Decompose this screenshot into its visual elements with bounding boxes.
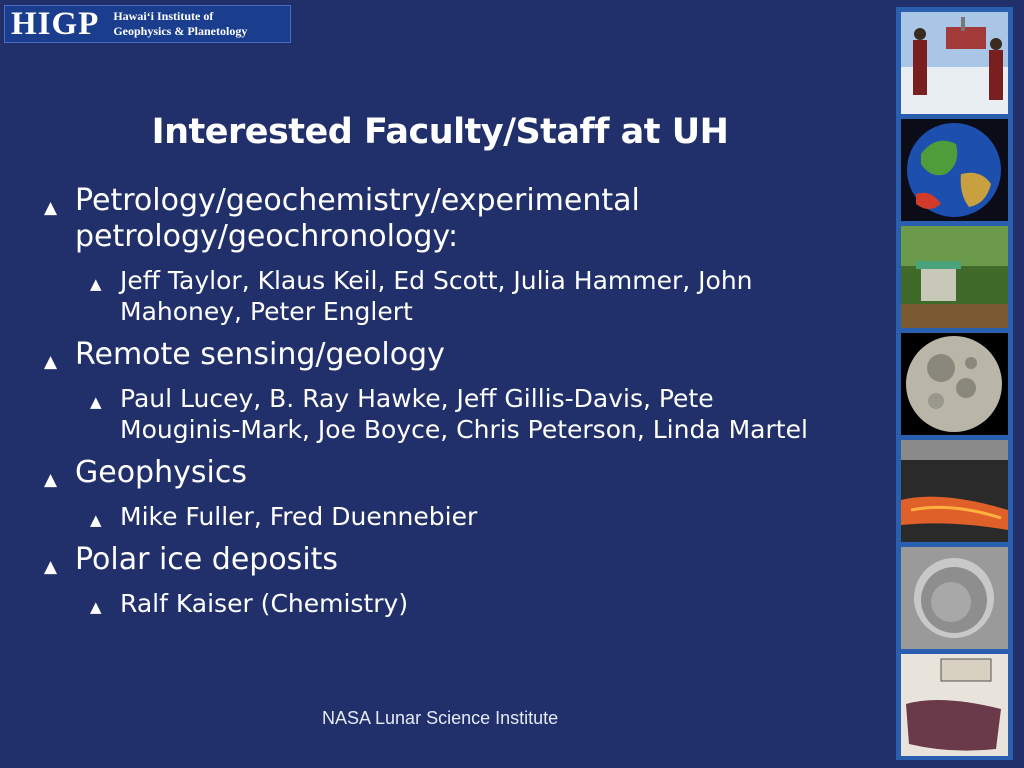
field-workers-photo — [901, 12, 1008, 114]
mountain-bullet-icon: ▲ — [44, 352, 58, 372]
mountain-bullet-icon: ▲ — [44, 198, 58, 218]
earth-globe-photo — [901, 119, 1008, 221]
footer-text: NASA Lunar Science Institute — [322, 708, 559, 728]
mountain-bullet-icon: ▲ — [90, 393, 102, 411]
logo-subtitle — [113, 9, 247, 39]
bullet-list — [0, 183, 890, 629]
slide-title: Interested Faculty/Staff at UH — [151, 112, 729, 152]
logo-line1: Hawaiʻi Institute of — [113, 9, 214, 23]
bullet-polar-ice — [0, 542, 890, 578]
bullet-heading: Polar ice deposits — [75, 542, 339, 577]
bullet-remote-sensing — [0, 337, 890, 373]
mountain-bullet-icon: ▲ — [44, 557, 58, 577]
bullet-geophysics — [0, 455, 890, 491]
bullet-heading: Petrology/geochemistry/experimental petrology/geochronology: — [75, 183, 640, 254]
mountain-bullet-icon: ▲ — [90, 598, 102, 616]
sub-bullet-text: Mike Fuller, Fred Duennebier — [120, 502, 478, 531]
mountain-bullet-icon: ▲ — [90, 511, 102, 529]
logo-mark: HIGP — [11, 6, 100, 42]
bullet-petrology — [0, 183, 890, 255]
image-strip — [896, 7, 1013, 760]
mountain-bullet-icon: ▲ — [90, 275, 102, 293]
sub-bullet-remote-sensing-names — [0, 383, 820, 445]
lava-flow-photo — [901, 440, 1008, 542]
forest-instrument-photo — [901, 226, 1008, 328]
sub-bullet-text: Jeff Taylor, Klaus Keil, Ed Scott, Julia Hammer, John Mahoney, Peter Englert — [120, 266, 753, 326]
bullet-heading: Remote sensing/geology — [75, 337, 445, 372]
meteorite-sample-photo — [901, 654, 1008, 756]
crater-photo — [901, 547, 1008, 649]
bullet-heading: Geophysics — [75, 455, 247, 490]
sub-bullet-petrology-names — [0, 265, 820, 327]
higp-logo — [4, 5, 291, 43]
sub-bullet-text: Paul Lucey, B. Ray Hawke, Jeff Gillis-Davis, Pete Mouginis-Mark, Joe Boyce, Chris Peterson, Linda Martel — [120, 384, 808, 444]
mountain-bullet-icon: ▲ — [44, 470, 58, 490]
sub-bullet-text: Ralf Kaiser (Chemistry) — [120, 589, 409, 618]
sub-bullet-polar-ice-names — [0, 588, 820, 619]
sub-bullet-geophysics-names — [0, 501, 820, 532]
moon-photo — [901, 333, 1008, 435]
logo-line2: Geophysics & Planetology — [113, 24, 248, 38]
